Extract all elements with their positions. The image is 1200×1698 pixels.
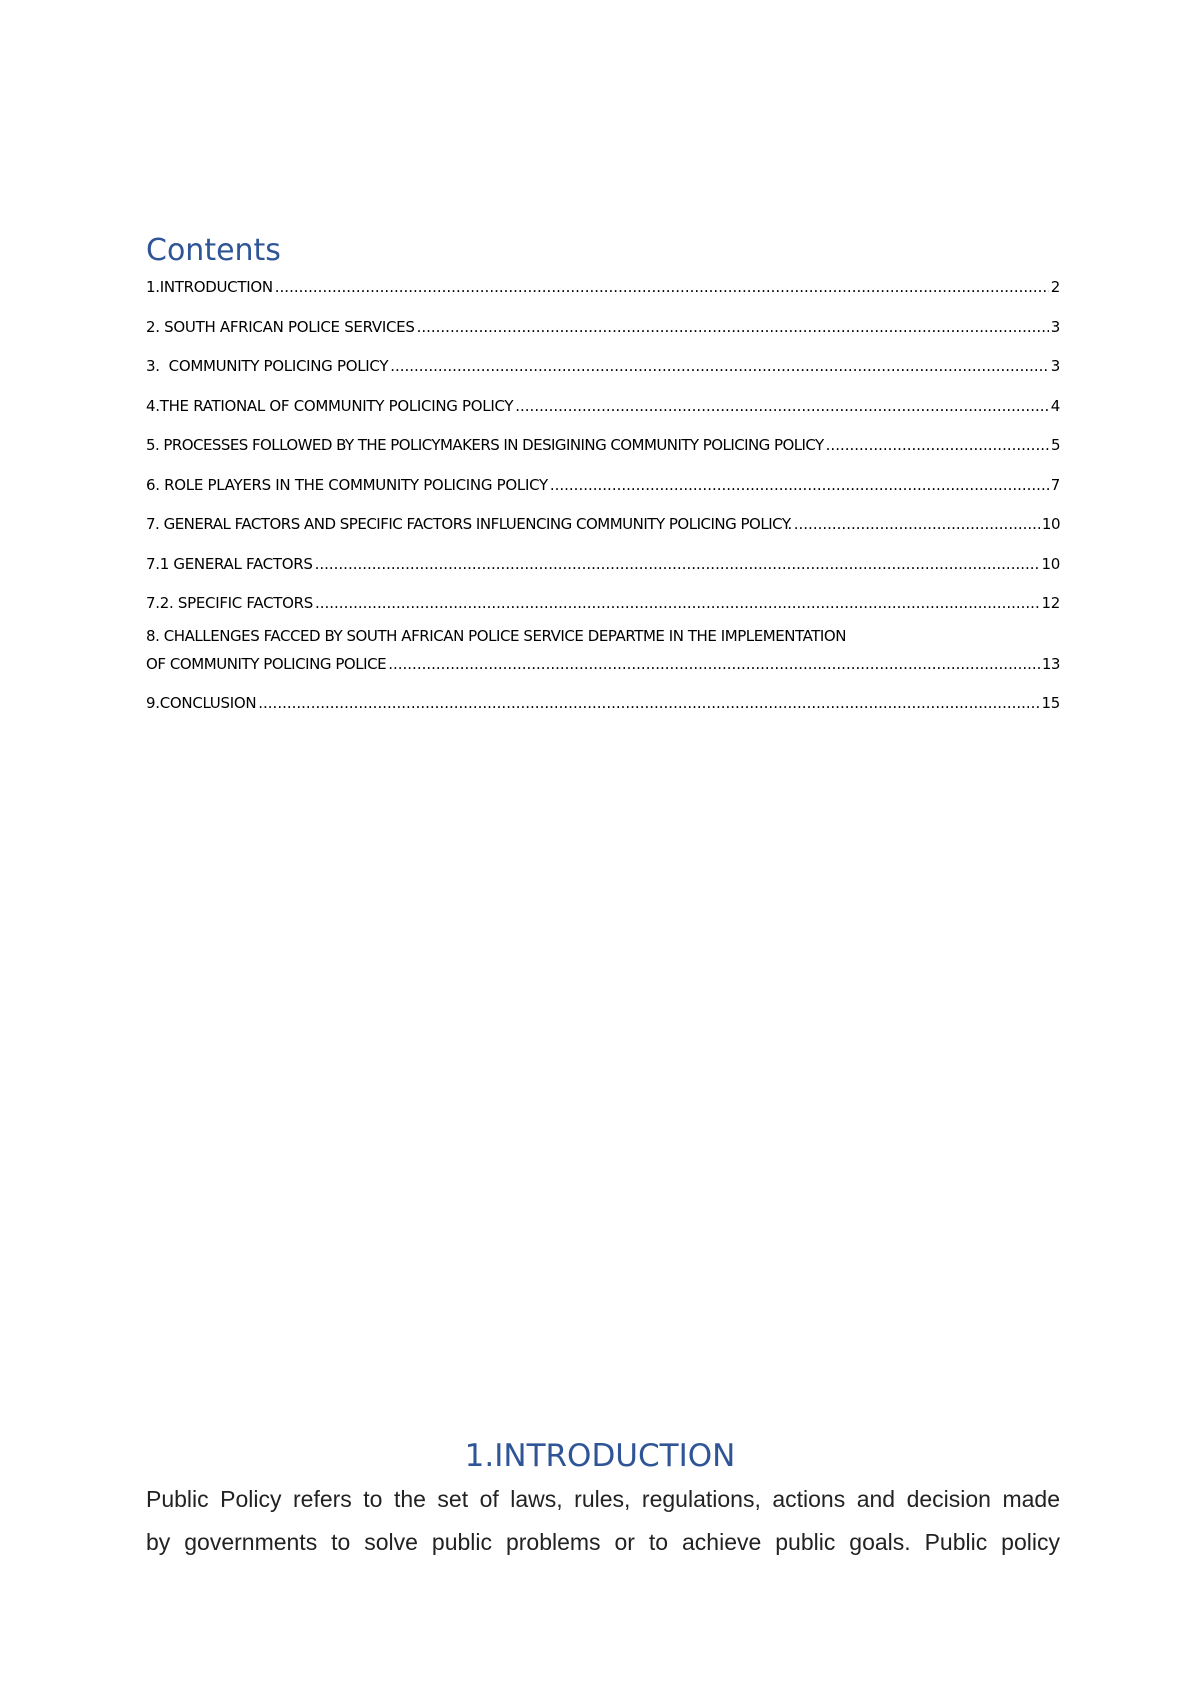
toc-dot-leader bbox=[550, 474, 1049, 496]
paragraph-line: Public Policy refers to the set of laws, rules, regulations, actions and decision made bbox=[146, 1486, 1060, 1512]
toc-dot-leader bbox=[275, 276, 1049, 298]
toc-entry-challenges[interactable] bbox=[146, 625, 1060, 675]
toc-entry-page: 4 bbox=[1050, 397, 1060, 415]
toc-entry-role-players[interactable] bbox=[146, 474, 1060, 496]
toc-entry-title: 5. PROCESSES FOLLOWED BY THE POLICYMAKERS IN DESIGINING COMMUNITY POLICING POLICY bbox=[146, 436, 824, 454]
toc-entry-page: 12 bbox=[1041, 594, 1060, 612]
toc-entry-page: 7 bbox=[1050, 476, 1060, 494]
toc-entry-title: 9.CONCLUSION bbox=[146, 694, 257, 712]
toc-entry-title: 6. ROLE PLAYERS IN THE COMMUNITY POLICING POLICY bbox=[146, 476, 548, 494]
toc-entry-page: 2 bbox=[1050, 278, 1060, 296]
toc-dot-leader bbox=[315, 592, 1040, 614]
toc-heading: Contents bbox=[146, 233, 281, 268]
toc-entry-title: 7. GENERAL FACTORS AND SPECIFIC FACTORS INFLUENCING COMMUNITY POLICING POLICY. bbox=[146, 515, 792, 533]
toc-entry-title: 2. SOUTH AFRICAN POLICE SERVICES bbox=[146, 318, 415, 336]
toc-entry-page: 5 bbox=[1051, 436, 1060, 454]
toc-entry-page: 3 bbox=[1050, 357, 1060, 375]
toc-dot-leader bbox=[390, 355, 1049, 377]
toc-entry-rational[interactable] bbox=[146, 395, 1060, 417]
toc-entry-title: 1.INTRODUCTION bbox=[146, 278, 273, 296]
toc-entry-title: 7.1 GENERAL FACTORS bbox=[146, 555, 313, 573]
toc-entry-title: 7.2. SPECIFIC FACTORS bbox=[146, 594, 313, 612]
toc-entry-general-factors[interactable] bbox=[146, 553, 1060, 575]
toc-dot-leader bbox=[388, 653, 1040, 675]
toc-entry-community-policing-policy[interactable] bbox=[146, 355, 1060, 377]
toc-dot-leader bbox=[826, 434, 1049, 456]
introduction-heading: 1.INTRODUCTION bbox=[464, 1438, 736, 1474]
toc-entry-page: 13 bbox=[1041, 655, 1060, 673]
toc-entry-page: 15 bbox=[1041, 694, 1060, 712]
toc-entry-title-line1: 8. CHALLENGES FACCED BY SOUTH AFRICAN POLICE SERVICE DEPARTME IN THE IMPLEMENTATION bbox=[146, 627, 847, 645]
toc-dot-leader bbox=[315, 553, 1040, 575]
toc-entry-title: 4.THE RATIONAL OF COMMUNITY POLICING POLICY bbox=[146, 397, 514, 415]
toc-entry-title-line2: OF COMMUNITY POLICING POLICE bbox=[146, 655, 387, 673]
toc-dot-leader bbox=[794, 513, 1040, 535]
toc-entry-second-line bbox=[146, 653, 1060, 675]
toc-entry-specific-factors[interactable] bbox=[146, 592, 1060, 614]
toc-dot-leader bbox=[258, 692, 1039, 714]
toc-entry-page: 3 bbox=[1050, 318, 1060, 336]
toc-dot-leader bbox=[515, 395, 1049, 417]
toc-entry-general-specific-factors[interactable] bbox=[146, 513, 1060, 535]
toc-entry-page: 10 bbox=[1041, 515, 1060, 533]
toc-entry-introduction[interactable] bbox=[146, 276, 1060, 298]
toc-entry-processes[interactable] bbox=[146, 434, 1060, 456]
paragraph-line: by governments to solve public problems or to achieve public goals. Public policy bbox=[146, 1529, 1060, 1555]
toc-entry-conclusion[interactable] bbox=[146, 692, 1060, 714]
introduction-paragraph bbox=[146, 1478, 1060, 1564]
toc-entry-title: 3. COMMUNITY POLICING POLICY bbox=[146, 357, 389, 375]
toc-entry-page: 10 bbox=[1041, 555, 1060, 573]
toc-dot-leader bbox=[417, 316, 1049, 338]
toc-entry-south-african-police-services[interactable] bbox=[146, 316, 1060, 338]
